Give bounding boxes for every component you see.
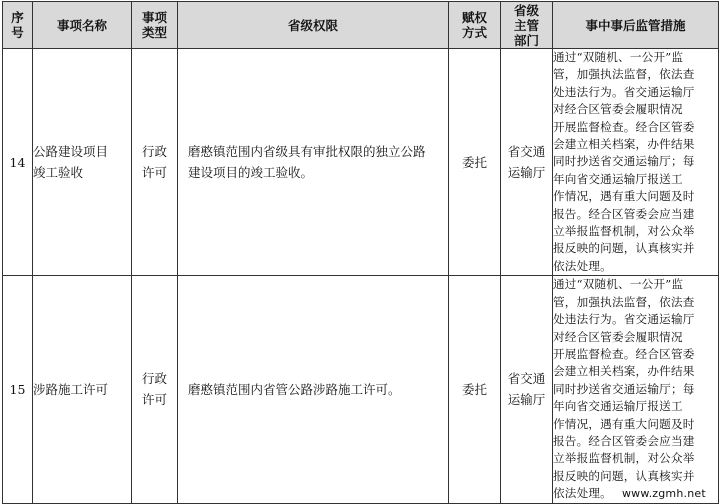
cell-name: 涉路施工许可 bbox=[33, 276, 132, 503]
cell-no: 15 bbox=[3, 276, 33, 503]
cell-type: 行政 许可 bbox=[132, 49, 178, 276]
cell-mode: 委托 bbox=[449, 276, 501, 503]
cell-dept: 省交通 运输厅 bbox=[501, 49, 553, 276]
watermark: www.zgmh.net bbox=[621, 487, 706, 501]
header-mode: 赋权 方式 bbox=[449, 2, 501, 49]
table-row bbox=[3, 276, 719, 503]
cell-authority: 磨憨镇范围内省管公路涉路施工许可。 bbox=[178, 276, 449, 503]
header-dept: 省级 主管 部门 bbox=[501, 2, 553, 49]
cell-dept: 省交通 运输厅 bbox=[501, 276, 553, 503]
cell-type: 行政 许可 bbox=[132, 276, 178, 503]
regulation-table bbox=[2, 1, 719, 504]
header-type: 事项 类型 bbox=[132, 2, 178, 49]
cell-no: 14 bbox=[3, 49, 33, 276]
cell-authority: 磨憨镇范围内省级具有审批权限的独立公路 建设项目的竣工验收。 bbox=[178, 49, 449, 276]
cell-measures: 通过“双随机、一公开”监 管，加强执法监督，依法查 处违法行为。省交通运输厅 对经合区管委会履职情况 开展监督检查。经合区管委 会建立相关档案，办件结果 同时抄送省交通运输厅；每 年向省交通运输厅报送工 作情况，遇有重大问题及时 报告。经合区管委会应当建 立举报监督机制，对公众举 报反映的问题，认真核实并 依法处理。 www.zgmh.net bbox=[553, 276, 719, 503]
header-no: 序 号 bbox=[3, 2, 33, 49]
cell-measures: 通过“双随机、一公开”监 管，加强执法监督，依法查 处违法行为。省交通运输厅 对经合区管委会履职情况 开展监督检查。经合区管委 会建立相关档案，办件结果 同时抄送省交通运输厅；每 年向省交通运输厅报送工 作情况，遇有重大问题及时 报告。经合区管委会应当建 立举报监督机制，对公众举 报反映的问题，认真核实并 依法处理。 bbox=[553, 49, 719, 276]
header-authority: 省级权限 bbox=[178, 2, 449, 49]
header-measures: 事中事后监管措施 bbox=[553, 2, 719, 49]
cell-name: 公路建设项目 竣工验收 bbox=[33, 49, 132, 276]
cell-mode: 委托 bbox=[449, 49, 501, 276]
header-row bbox=[3, 2, 719, 49]
table-row bbox=[3, 49, 719, 276]
header-name: 事项名称 bbox=[33, 2, 132, 49]
